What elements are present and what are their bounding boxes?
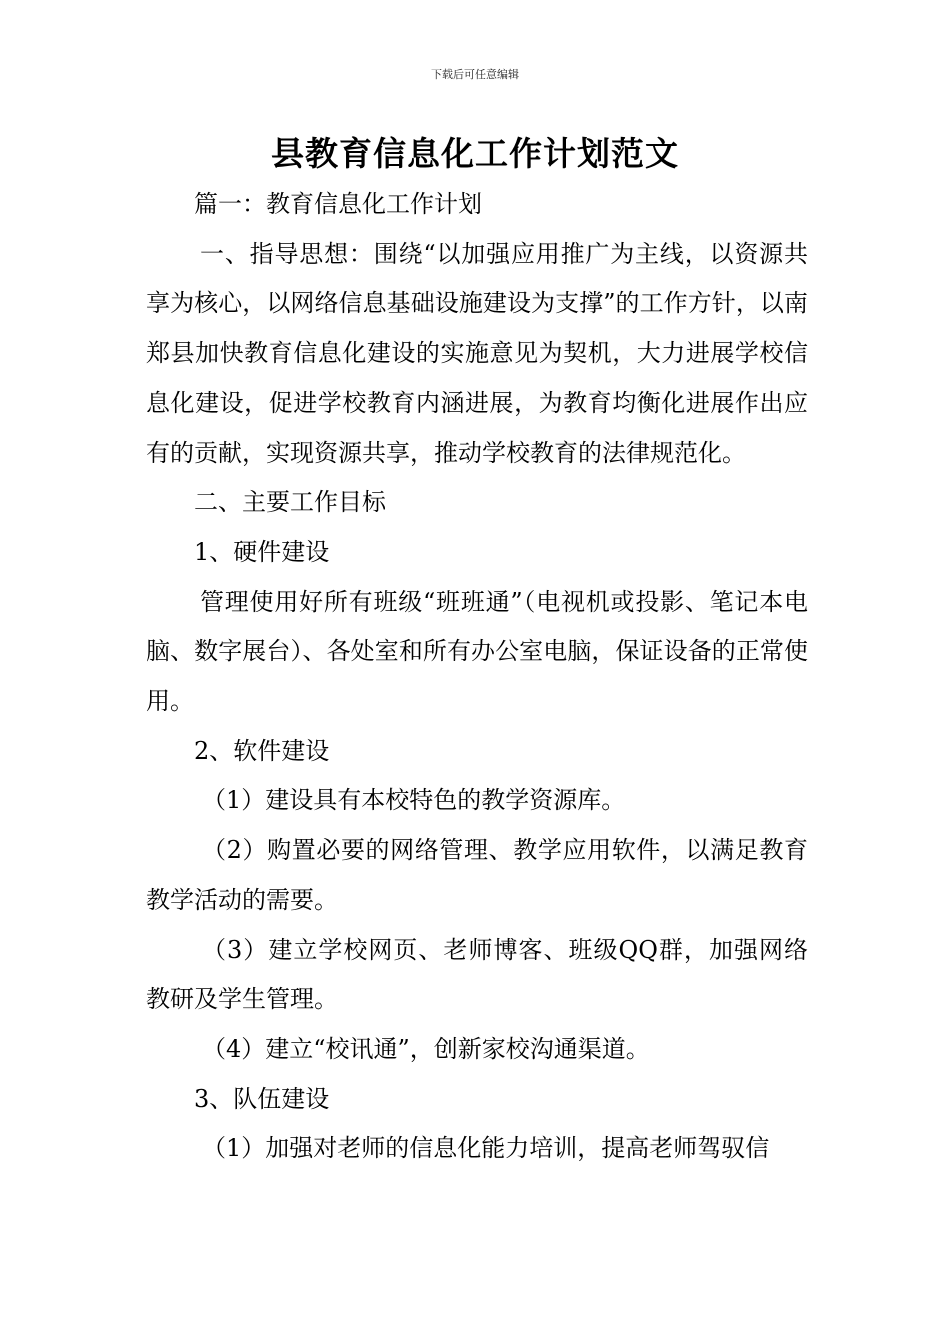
list-item-software-3: （3）建立学校网页、老师博客、班级QQ群，加强网络教研及学生管理。 bbox=[146, 935, 808, 1014]
list-item-software-4: （4）建立“校讯通”，创新家校沟通渠道。 bbox=[202, 1034, 650, 1063]
section-heading-main-goals: 二、主要工作目标 bbox=[194, 488, 386, 517]
page-header-note: 下载后可任意编辑 bbox=[431, 68, 519, 81]
paragraph-hardware: 管理使用好所有班级“班班通”（电视机或投影、笔记本电脑、数字展台）、各处室和所有办公室电脑，保证设备的正常使用。 bbox=[146, 587, 808, 716]
document-body bbox=[146, 180, 808, 1174]
subheading-software: 2、软件建设 bbox=[194, 736, 330, 765]
list-item-software-1: （1）建设具有本校特色的教学资源库。 bbox=[202, 786, 626, 815]
list-item-software-2: （2）购置必要的网络管理、教学应用软件，以满足教育教学活动的需要。 bbox=[146, 836, 808, 914]
subheading-team: 3、队伍建设 bbox=[194, 1084, 330, 1113]
paragraph-guiding-thought: 一、指导思想：围绕“以加强应用推广为主线，以资源共享为核心，以网络信息基础设施建设为支撑”的工作方针，以南郑县加快教育信息化建设的实施意见为契机，大力进展学校信息化建设，促进学校教育内涵进展，为教育均衡化进展作出应有的贡献，实现资源共享，推动学校教育的法律规范化。 bbox=[146, 239, 808, 467]
list-item-team-1: （1）加强对老师的信息化能力培训，提高老师驾驭信 bbox=[202, 1134, 770, 1163]
section-heading-article-one: 篇一：教育信息化工作计划 bbox=[194, 190, 482, 218]
subheading-hardware: 1、硬件建设 bbox=[194, 537, 330, 566]
document-title: 县教育信息化工作计划范文 bbox=[271, 134, 679, 173]
